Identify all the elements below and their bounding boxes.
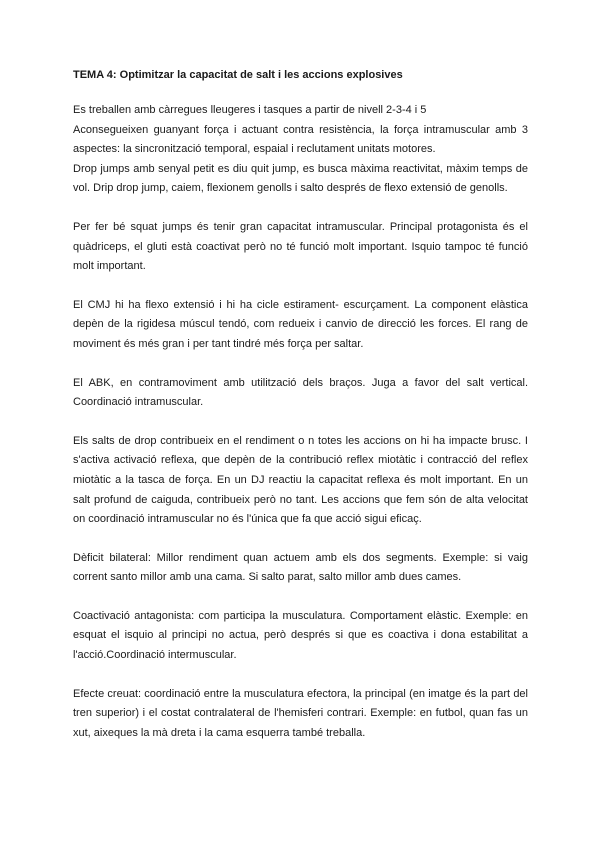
paragraph-line: El CMJ hi ha flexo extensió i hi ha cicle estirament- escurçament. La component elàstica depèn de la rigidesa múscul tendó, com redueix i canvio de direcció les forces. El rang de moviment és més gran i per tant tindré més força per saltar. <box>73 298 528 350</box>
paragraph-intro <box>73 101 528 199</box>
paragraph-drop-jumps <box>73 432 528 530</box>
paragraph-line: Els salts de drop contribueix en el rendiment o n totes les accions on hi ha impacte brusc. I s'activa activació reflexa, que depèn de la contribució reflex miotàtic i contracció del reflex miotàtic a la tasca de força. En un DJ reactiu la capacitat reflexa és molt important. En un salt profund de caiguda, contribueix però no tant. Les accions que fem són de alta velocitat on coordinació intramuscular no és l'única que fa que acció sigui eficaç. <box>73 434 528 526</box>
document-page <box>73 66 528 762</box>
paragraph-line: Drop jumps amb senyal petit es diu quit jump, es busca màxima reactivitat, màxim temps de vol. Drip drop jump, caiem, flexionem genolls i salto després de flexo extensió de genolls. <box>73 162 528 195</box>
paragraph-line: Aconsegueixen guanyant força i actuant contra resistència, la força intramuscular amb 3 aspectes: la sincronització temporal, espaial i reclutament unitats motores. <box>73 123 528 156</box>
paragraph-squat-jumps <box>73 218 528 277</box>
paragraph-line: El ABK, en contramoviment amb utilització dels braços. Juga a favor del salt vertical. Coordinació intramuscular. <box>73 376 528 409</box>
paragraph-line: Per fer bé squat jumps és tenir gran capacitat intramuscular. Principal protagonista és el quàdriceps, el gluti està coactivat però no té funció molt important. Isquio tampoc té funció molt important. <box>73 220 528 273</box>
paragraph-line: Efecte creuat: coordinació entre la musculatura efectora, la principal (en imatge és la part del tren superior) i el costat contralateral de l'hemisferi contrari. Exemple: en futbol, quan fas un xut, aixeques la mà dreta i la cama esquerra també treballa. <box>73 687 528 739</box>
paragraph-cmj <box>73 296 528 355</box>
paragraph-cross-effect <box>73 685 528 744</box>
paragraph-line: Es treballen amb càrregues lleugeres i tasques a partir de nivell 2-3-4 i 5 <box>73 104 427 116</box>
paragraph-line: Dèficit bilateral: Millor rendiment quan actuem amb els dos segments. Exemple: si vaig corrent santo millor amb una cama. Si salto parat, salto millor amb dues cames. <box>73 551 528 584</box>
paragraph-abk <box>73 374 528 413</box>
paragraph-antagonist-coactivation <box>73 607 528 666</box>
document-title: TEMA 4: Optimitzar la capacitat de salt i les accions explosives <box>73 69 403 81</box>
paragraph-line: Coactivació antagonista: com participa la musculatura. Comportament elàstic. Exemple: en esquat el isquio al principi no actua, però després si que es coactiva i dona estabilitat a l'acció.Coordinació intermuscular. <box>73 609 528 662</box>
paragraph-bilateral-deficit <box>73 549 528 588</box>
